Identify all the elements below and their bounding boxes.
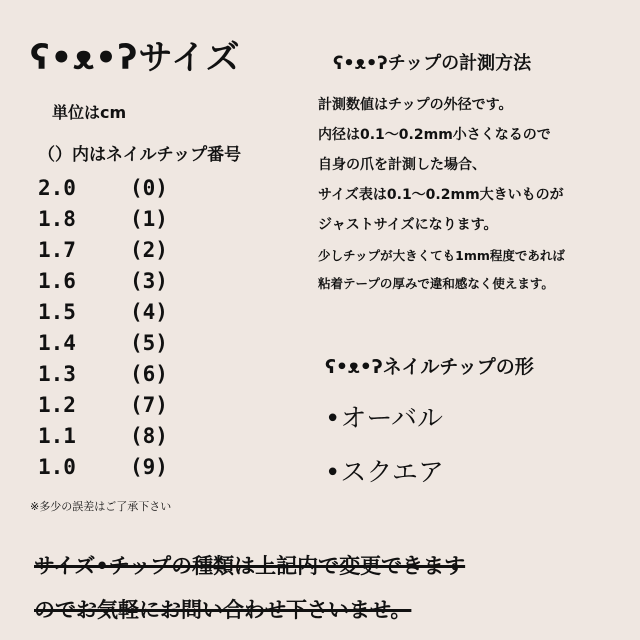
measure-line: 計測数値はチップの外径です。	[318, 97, 513, 113]
footer-line-2: のでお気軽にお問い合わせ下さいませ。	[34, 598, 412, 622]
tip-number: (7)	[130, 393, 168, 417]
size-value: 1.7	[38, 238, 76, 262]
measure-line: ジャストサイズになります。	[318, 217, 498, 233]
size-value: 1.8	[38, 207, 76, 231]
tip-number: (1)	[130, 207, 168, 231]
measure-line: サイズ表は0.1〜0.2mm大きいものが	[318, 187, 564, 203]
size-title: ʕ•ᴥ•ʔサイズ	[30, 38, 241, 78]
tip-number: (5)	[130, 331, 168, 355]
size-value: 1.4	[38, 331, 76, 355]
measure-line: 粘着テープの厚みで違和感なく使えます。	[318, 276, 554, 291]
measure-title: ʕ•ᴥ•ʔチップの計測方法	[333, 53, 532, 74]
size-value: 2.0	[38, 176, 76, 200]
size-value: 1.0	[38, 455, 76, 479]
paren-note: （）内はネイルチップ番号	[38, 145, 242, 165]
tip-number: (0)	[130, 176, 168, 200]
tolerance-note: ※多少の誤差はご了承下さい	[30, 500, 172, 513]
measure-line: 内径は0.1〜0.2mm小さくなるので	[318, 127, 551, 143]
shape-title: ʕ•ᴥ•ʔネイルチップの形	[325, 356, 534, 378]
footer-line-1: サイズ•チップの種類は上記内で変更できます	[34, 554, 466, 578]
size-value: 1.2	[38, 393, 76, 417]
size-value: 1.1	[38, 424, 76, 448]
shape-item-square: •スクエア	[325, 458, 444, 488]
tip-number: (2)	[130, 238, 168, 262]
size-value: 1.6	[38, 269, 76, 293]
shape-item-oval: •オーバル	[325, 404, 444, 434]
tip-number: (4)	[130, 300, 168, 324]
size-value: 1.3	[38, 362, 76, 386]
tip-number: (9)	[130, 455, 168, 479]
size-value: 1.5	[38, 300, 76, 324]
measure-line: 自身の爪を計測した場合、	[318, 157, 486, 173]
unit-note: 単位はcm	[52, 103, 127, 122]
tip-number: (3)	[130, 269, 168, 293]
tip-number: (8)	[130, 424, 168, 448]
measure-line: 少しチップが大きくても1mm程度であれば	[318, 248, 565, 263]
tip-number: (6)	[130, 362, 168, 386]
